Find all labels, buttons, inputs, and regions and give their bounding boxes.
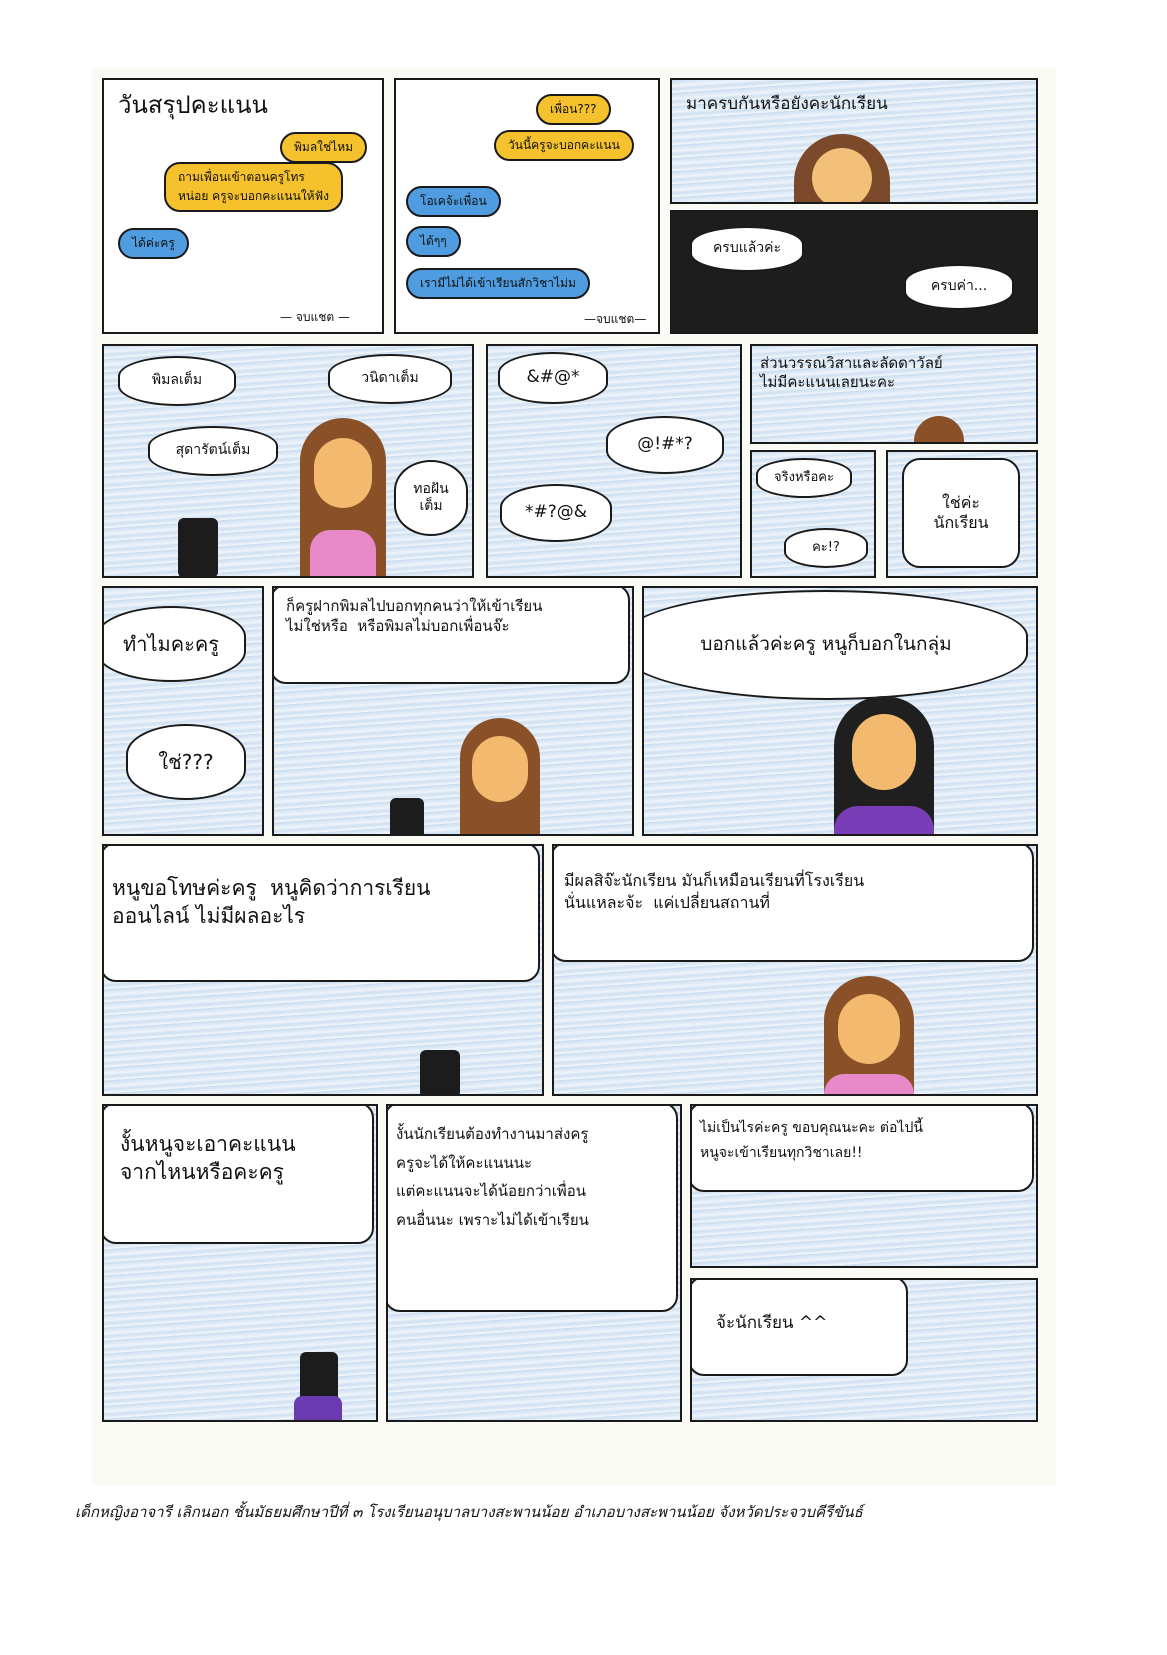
- chat-message: เรามีไม่ได้เข้าเรียนสักวิชาไม่ม: [406, 268, 590, 299]
- chat-message: พิมลใช่ไหม: [280, 132, 367, 163]
- speech-bubble: งั้นนักเรียนต้องทำงานมาส่งครู ครูจะได้ให้คะแนนนะ แต่คะแนนจะได้น้อยกว่าเพื่อน คนอื่นนะ เพราะไม่ได้เข้าเรียน: [386, 1104, 678, 1312]
- speech-bubble: ทอฝัน เต็ม: [394, 460, 468, 536]
- speech-bubble: ก็ครูฝากพิมลไปบอกทุกคนว่าให้เข้าเรียน ไม่ใช่หรือ หรือพิมลไม่บอกเพื่อนจ๊ะ: [272, 586, 630, 684]
- speech-bubble: &#@*: [498, 352, 608, 404]
- chat-message: ได้ๆๆ: [406, 226, 461, 257]
- speech-bubble: ไม่เป็นไรค่ะครู ขอบคุณนะคะ ต่อไปนี้ หนูจะเข้าเรียนทุกวิชาเลย!!: [690, 1104, 1034, 1192]
- chat-message: ถามเพื่อนเข้าตอนครูโทร หน่อย ครูจะบอกคะแนนให้ฟัง: [164, 162, 343, 212]
- teacher-figure: [460, 718, 540, 836]
- panel-student-asks-score: [102, 1104, 378, 1422]
- speech-bubble: มีผลสิจ๊ะนักเรียน มันก็เหมือนเรียนที่โรงเรียน นั่นแหละจ้ะ แค่เปลี่ยนสถานที่: [552, 844, 1034, 962]
- comic-page: [92, 68, 1056, 1485]
- panel-student-apologizes: [102, 844, 544, 1096]
- panel-teacher-scores: [102, 344, 474, 578]
- phone-icon: [390, 798, 424, 836]
- panel-chat-teacher: [102, 78, 384, 334]
- speech-bubble: ครบแล้วค่ะ: [690, 226, 804, 272]
- teacher-figure: [300, 418, 386, 578]
- teacher-figure: [824, 976, 914, 1096]
- hand: [294, 1396, 342, 1422]
- speech-bubble: @!#*?: [606, 416, 724, 474]
- phone-icon: [178, 518, 218, 578]
- speech-bubble: ทำไมคะครู: [102, 606, 246, 682]
- chat-message: เพื่อน???: [536, 94, 611, 125]
- speech-bubble: สุดารัตน์เต็ม: [148, 426, 278, 476]
- student-figure: [834, 696, 934, 836]
- chat-message: ได้ค่ะครู: [118, 228, 189, 259]
- panel-teacher-assigns: [386, 1104, 682, 1422]
- panel-students-answer: [670, 210, 1038, 334]
- speech-bubble: ครบค่า...: [904, 264, 1014, 310]
- speech-bubble: พิมลเต็ม: [118, 356, 236, 406]
- speech-bubble: ใช่ค่ะ นักเรียน: [902, 458, 1020, 568]
- artist-credit: เด็กหญิงอาจารี เลิกนอก ชั้นมัธยมศึกษาปีที่ ๓ โรงเรียนอนุบาลบางสะพานน้อย อำเภอบางสะพานน้อย จังหวัดประจวบคีรีขันธ์: [75, 1503, 863, 1521]
- panel-student-reply: [642, 586, 1038, 836]
- speech-bubble: ใช่???: [126, 724, 246, 800]
- panel-teacher-confirms: [886, 450, 1038, 578]
- teacher-figure: [914, 416, 964, 444]
- panel-chat-group: [394, 78, 660, 334]
- chat-end-label: —จบแชต—: [584, 312, 647, 326]
- panel-student-thanks: [690, 1104, 1038, 1268]
- panel-teacher-asks: [272, 586, 634, 836]
- speech-bubble: *#?@&: [500, 484, 612, 542]
- panel-students-surprised: [750, 450, 876, 578]
- speech-bubble: จ้ะนักเรียน ^^: [690, 1278, 908, 1376]
- speech-bubble: งั้นหนูจะเอาคะแนน จากไหนหรือคะครู: [102, 1104, 374, 1244]
- speech-text: มาครบกันหรือยังคะนักเรียน: [686, 94, 888, 114]
- chat-message: โอเคจ้ะเพื่อน: [406, 186, 501, 217]
- teacher-figure: [794, 134, 890, 204]
- panel-teacher-explains: [552, 844, 1038, 1096]
- speech-text: ส่วนวรรณวิสาและลัดดาวัลย์ ไม่มีคะแนนเลยนะคะ: [760, 354, 943, 391]
- panel-students-grumble: [486, 344, 742, 578]
- panel-teacher-roll-call: [670, 78, 1038, 204]
- panel-teacher-missing-scores: [750, 344, 1038, 444]
- chat-end-label: — จบแชต —: [280, 310, 350, 324]
- speech-bubble: จริงหรือคะ: [756, 458, 852, 498]
- phone-icon: [420, 1050, 460, 1096]
- speech-bubble: คะ!?: [784, 528, 868, 568]
- speech-bubble: บอกแล้วค่ะครู หนูก็บอกในกลุ่ม: [642, 590, 1028, 700]
- chat-message: วันนี้ครูจะบอกคะแนน: [494, 130, 634, 161]
- speech-bubble: หนูขอโทษค่ะครู หนูคิดว่าการเรียน ออนไลน์ ไม่มีผลอะไร: [102, 844, 540, 982]
- panel-student-why: [102, 586, 264, 836]
- panel-title: วันสรุปคะแนน: [118, 91, 268, 119]
- speech-bubble: วนิดาเต็ม: [328, 354, 452, 404]
- panel-teacher-closing: [690, 1278, 1038, 1422]
